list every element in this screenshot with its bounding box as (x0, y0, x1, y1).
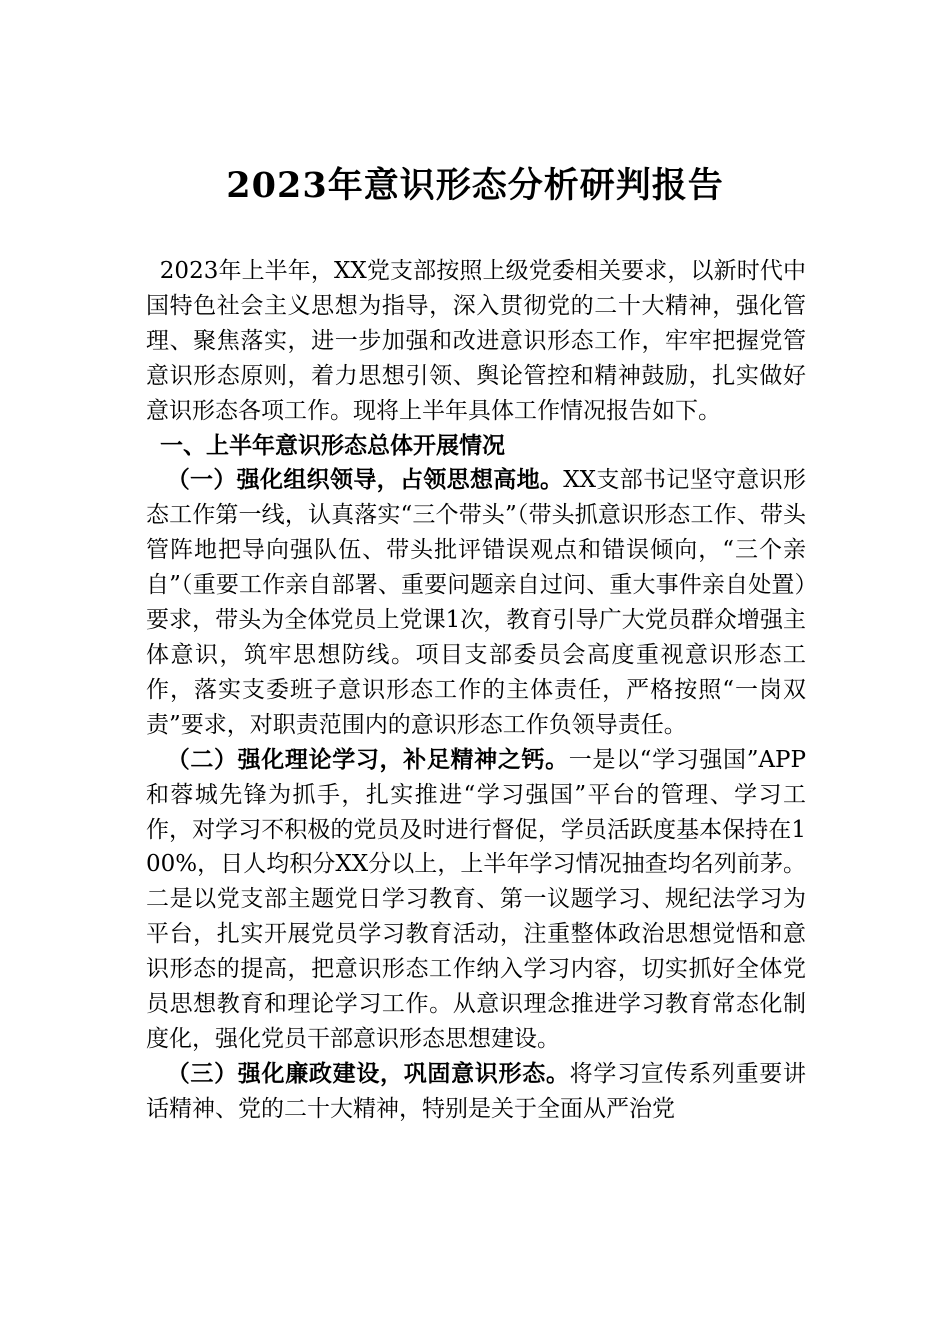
paragraph-integrity-building (146, 1057, 806, 1127)
paragraph-body: 一是以“学习强国”APP和蓉城先锋为抓手，扎实推进“学习强国”平台的管理、学习工作，对学习不积极的党员及时进行督促，学员活跃度基本保持在100%，日人均积分XX分以上，上半年学习情况抽查均名列前茅。二是以党支部主题党日学习教育、第一议题学习、规纪法学习为平台，扎实开展党员学习教育活动，注重整体政治思想觉悟和意识形态的提高，把意识形态工作纳入学习内容，切实抓好全体党员思想教育和理论学习工作。从意识理念推进学习教育常态化制度化，强化党员干部意识形态思想建设。 (146, 746, 807, 1052)
paragraph-theory-study (146, 743, 806, 1057)
paragraph-body: 将学习宣传系列重要讲话精神、党的二十大精神，特别是关于全面从严治党 (146, 1060, 807, 1122)
intro-paragraph: 2023年上半年，XX党支部按照上级党委相关要求，以新时代中国特色社会主义思想为指导，深入贯彻党的二十大精神，强化管理、聚焦落实，进一步加强和改进意识形态工作，牢牢把握党管意识形态原则，着力思想引领、舆论管控和精神鼓励，扎实做好意识形态各项工作。现将上半年具体工作情况报告如下。 (146, 258, 806, 424)
document-body (146, 254, 806, 1127)
document-title: 2023年意识形态分析研判报告 (226, 165, 724, 206)
paragraph-lead: （二）强化理论学习，补足精神之钙。 (166, 745, 569, 773)
paragraph-lead: （三）强化廉政建设，巩固意识形态。 (166, 1059, 570, 1087)
section-heading-1: 一、上半年意识形态总体开展情况 (160, 432, 505, 459)
paragraph-organization-leadership (146, 463, 806, 742)
paragraph-lead: （一）强化组织领导，占领思想高地。 (166, 466, 564, 494)
paragraph-body: XX支部书记坚守意识形态工作第一线，认真落实“三个带头”（带头抓意识形态工作、带头管阵地把导向强队伍、带头批评错误观点和错误倾向，“三个亲自”（重要工作亲自部署、重要问题亲自过问、重大事件亲自处置）要求，带头为全体党员上党课1次，教育引导广大党员群众增强主体意识，筑牢思想防线。项目支部委员会高度重视意识形态工作，落实支委班子意识形态工作的主体责任，严格按照“一岗双责”要求，对职责范围内的意识形态工作负领导责任。 (146, 467, 807, 738)
